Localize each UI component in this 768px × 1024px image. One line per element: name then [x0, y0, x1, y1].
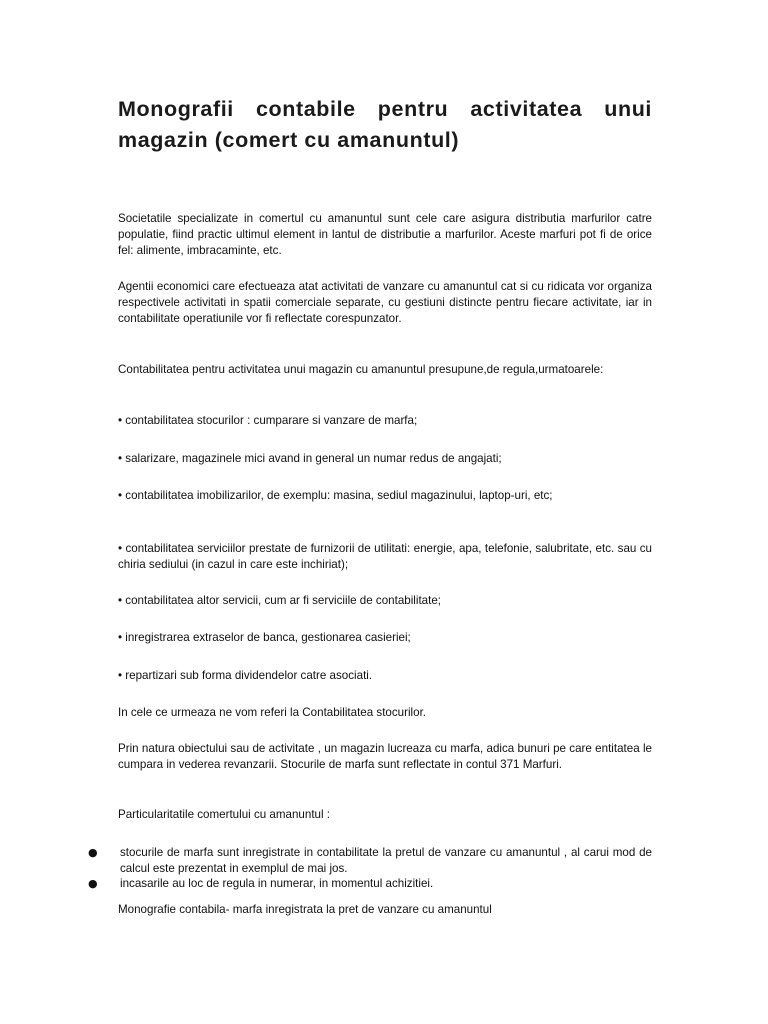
dot-item-dividende: • repartizari sub forma dividendelor catre asociati. — [118, 669, 373, 682]
dot-item-extrase-banca: • inregistrarea extraselor de banca, gestionarea casieriei; — [118, 631, 411, 644]
paragraph-agenti: Agentii economici care efectueaza atat activitati de vanzare cu amanuntul cat si cu ridicata vor organiza respectivele activitati in spatii comerciale separate, cu gestiuni distincte pentru fiecare activitate, iar in contabilitate operatiunile vor fi reflectate corespunzator. — [118, 280, 652, 325]
paragraph-natura: Prin natura obiectului sau de activitate , un magazin lucreaza cu marfa, adica bunuri pe care entitatea le cumpara in vederea revanzarii. Stocurile de marfa sunt reflectate in contul 371 Marfuri. — [118, 742, 652, 771]
list-item-text: stocurile de marfa sunt inregistrate in contabilitate la pretul de vanzare cu amanuntul , al carui mod de calcul este prezentat in exemplul de mai jos. — [120, 846, 652, 875]
dot-item-imobilizari: • contabilitatea imobilizarilor, de exemplu: masina, sediul magazinului, laptop-uri, etc; — [118, 489, 553, 502]
list-item-text: incasarile au loc de regula in numerar, in momentul achizitiei. — [120, 877, 434, 890]
dot-item-alte-servicii: • contabilitatea altor servicii, cum ar fi serviciile de contabilitate; — [118, 594, 442, 607]
document-title: Monografii contabile pentru activitatea unui magazin (comert cu amanuntul) — [118, 97, 652, 152]
bullet-icon: ● — [88, 846, 98, 859]
bullet-icon: ● — [88, 877, 98, 890]
dot-item-stocuri: • contabilitatea stocurilor : cumparare si vanzare de marfa; — [118, 414, 418, 427]
dot-item-servicii-utilitati: • contabilitatea serviciilor prestate de furnizorii de utilitati: energie, apa, telefonie, salubritate, etc. sau cu chiria sediului (in cazul in care este inchiriat); — [118, 542, 652, 571]
dot-item-salarizare: • salarizare, magazinele mici avand in general un numar redus de angajati; — [118, 452, 502, 465]
paragraph-monografie: Monografie contabila- marfa inregistrata la pret de vanzare cu amanuntul — [118, 903, 492, 916]
paragraph-intro: Societatile specializate in comertul cu amanuntul sunt cele care asigura distributia marfurilor catre populatie, fiind practic ultimul element in lantul de distributie a marfurilor. Aceste marfuri pot fi de orice fel: alimente, imbracaminte, etc. — [118, 212, 652, 257]
paragraph-referire: In cele ce urmeaza ne vom referi la Contabilitatea stocurilor. — [118, 706, 427, 719]
paragraph-particularitati: Particularitatile comertului cu amanuntul : — [118, 808, 331, 821]
paragraph-contabilitatea: Contabilitatea pentru activitatea unui magazin cu amanuntul presupune,de regula,urmatoarele: — [118, 363, 604, 376]
